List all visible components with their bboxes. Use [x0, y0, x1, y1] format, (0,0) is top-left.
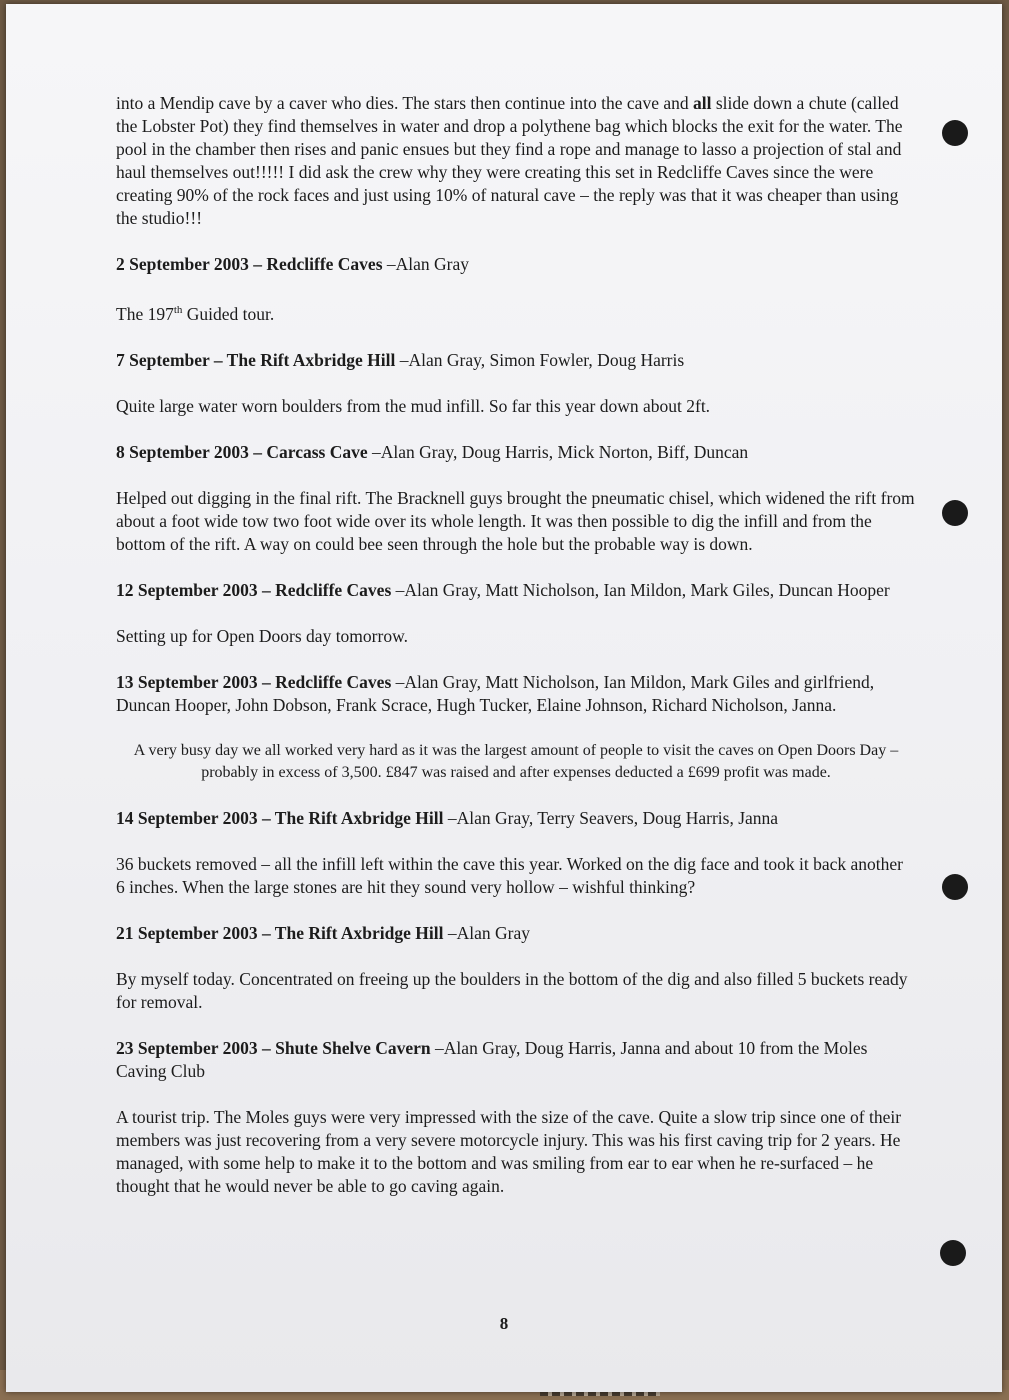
entry-body: Helped out digging in the final rift. The Bracknell guys brought the pneumatic chisel, which widened the rift from about a foot wide tow two foot wide over its whole length. It was then possible to dig the infill and from the bottom of the rift. A way on could bee seen through the hole but the probable way is down. — [116, 487, 915, 554]
entry-heading: 21 September 2003 – The Rift Axbridge Hill –Alan Gray — [116, 922, 530, 943]
entry-heading: 8 September 2003 – Carcass Cave –Alan Gray, Doug Harris, Mick Norton, Biff, Duncan — [116, 441, 749, 462]
entry-body: Quite large water worn boulders from the mud infill. So far this year down about 2ft. — [116, 395, 711, 416]
entry-body: By myself today. Concentrated on freeing up the boulders in the bottom of the dig and also filled 5 buckets ready for removal. — [116, 968, 908, 1012]
punch-hole — [942, 874, 968, 900]
punch-hole — [942, 120, 968, 146]
entry-heading: 14 September 2003 – The Rift Axbridge Hill –Alan Gray, Terry Seavers, Doug Harris, Janna — [116, 807, 779, 828]
punch-hole — [942, 500, 968, 526]
document-page — [6, 4, 1002, 1392]
page-number: 8 — [499, 1314, 509, 1333]
entry-body: A tourist trip. The Moles guys were very impressed with the size of the cave. Quite a slow trip since one of their members was just recovering from a very severe motorcycle injury. This was his first caving trip for 2 years. He managed, with some help to make it to the bottom and was smiling from ear to ear when he re-surfaced – he thought that he would never be able to go caving again. — [116, 1106, 902, 1196]
entry-body: Setting up for Open Doors day tomorrow. — [116, 625, 408, 646]
entry-heading: 2 September 2003 – Redcliffe Caves –Alan Gray — [116, 254, 470, 274]
entry-heading: 23 September 2003 – Shute Shelve Cavern –Alan Gray, Doug Harris, Janna and about 10 from the Moles Caving Club — [116, 1037, 868, 1081]
entry-body: A very busy day we all worked very hard as it was the largest amount of people to visit the caves on Open Doors Day – probably in excess of 3,500. £847 was raised and after expenses deducted a £699 profit was made. — [133, 741, 899, 781]
entry-body: The 197th Guided tour. — [116, 303, 275, 324]
entry-body: 36 buckets removed – all the infill left within the cave this year. Worked on the dig face and took it back another 6 inches. When the large stones are hit they sound very hollow – wishful thinking? — [116, 853, 903, 897]
entry-heading: 7 September – The Rift Axbridge Hill –Alan Gray, Simon Fowler, Doug Harris — [116, 349, 685, 370]
page-body — [116, 92, 916, 1221]
entry-heading: 12 September 2003 – Redcliffe Caves –Alan Gray, Matt Nicholson, Ian Mildon, Mark Giles, Duncan Hooper — [116, 579, 890, 600]
entry-heading: 13 September 2003 – Redcliffe Caves –Alan Gray, Matt Nicholson, Ian Mildon, Mark Giles and girlfriend, Duncan Hooper, John Dobson, Frank Scrace, Hugh Tucker, Elaine Johnson, Richard Nicholson, Janna. — [116, 671, 875, 715]
punch-hole — [940, 1240, 966, 1266]
intro-paragraph: into a Mendip cave by a caver who dies. The stars then continue into the cave and all slide down a chute (called the Lobster Pot) they find themselves in water and drop a polythene bag which blocks the exit for the water. The pool in the chamber then rises and panic ensues but they find a rope and manage to lasso a projection of stal and haul themselves out!!!!! I did ask the crew why they were creating this set in Redcliffe Caves since the were creating 90% of the rock faces and just using 10% of natural cave – the reply was that it was cheaper than using the studio!!! — [116, 93, 903, 228]
